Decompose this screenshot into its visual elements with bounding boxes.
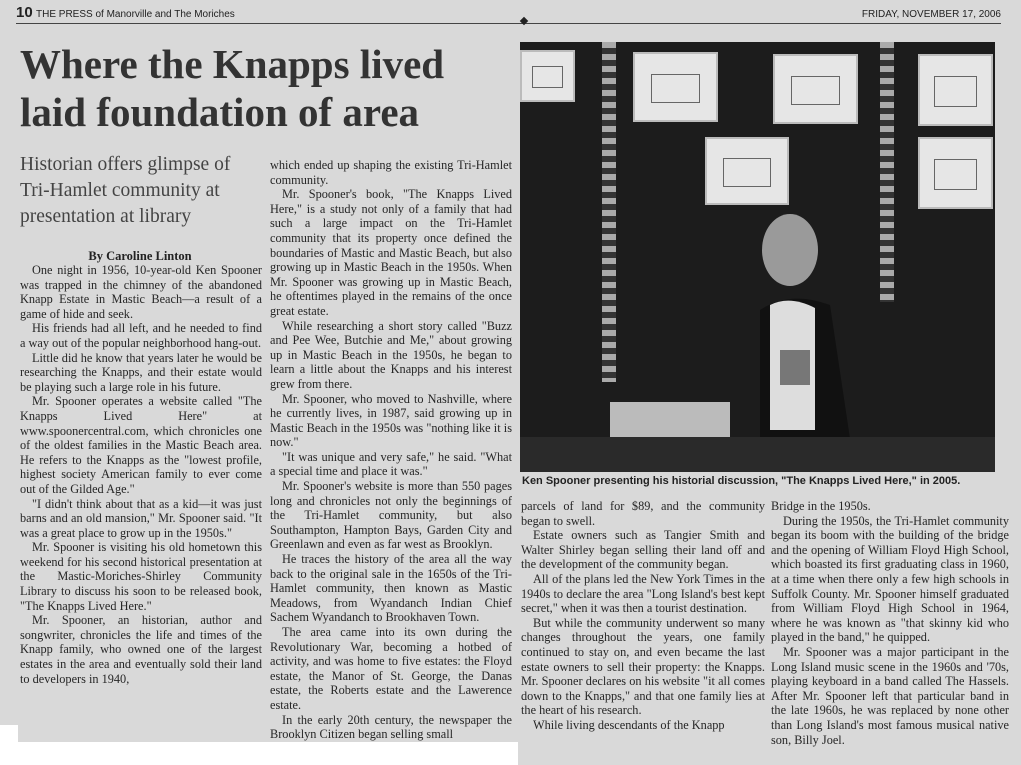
- paragraph: which ended up shaping the existing Tri-Hamlet community.: [270, 158, 512, 187]
- paragraph: Mr. Spooner operates a website called "The Knapps Lived Here" at www.spoonercentral.com, which chronicles one of the oldest families in the Mastic Beach area. He refers to the Knapps as the "lowest profile, highest society American family to ever come out of the Gilded Age.": [20, 394, 262, 496]
- paragraph: He traces the history of the area all the way back to the original sale in the 1650s of the Tri-Hamlet community, then known as Mastic Meadows, from Wyandanch Indian Chief Sachem Wyandanch to Brookhaven Town.: [270, 552, 512, 625]
- page-number: 10: [16, 4, 33, 21]
- framed-picture: [633, 52, 718, 122]
- curtain-tinsel: [880, 42, 894, 302]
- framed-picture: [773, 54, 858, 124]
- paragraph: "I didn't think about that as a kid—it was just barns and an old mansion," Mr. Spooner said. "It was a great place to grow up in the 1950s.": [20, 496, 262, 540]
- paragraph: "It was unique and very safe," he said. "What a special time and place it was.": [270, 449, 512, 479]
- paragraph: Bridge in the 1950s.: [771, 499, 871, 513]
- page-header: [16, 6, 1001, 24]
- issue-date: FRIDAY, NOVEMBER 17, 2006: [861, 9, 1001, 20]
- paragraph: While researching a short story called "Buzz and Pee Wee, Butchie and Me," about growing up in Mastic Beach in the 1950s, he began to learn a little about the Knapps and his interest grew from there.: [270, 318, 512, 391]
- paragraph: While living descendants of the Knapp: [533, 717, 725, 732]
- headline: Where the Knapps lived laid foundation of area: [20, 41, 445, 135]
- framed-picture: [520, 50, 575, 102]
- curtain-tinsel: [602, 42, 616, 382]
- article-column-3: [521, 499, 765, 733]
- paragraph: Mr. Spooner, who moved to Nashville, where he currently lives, in 1987, said growing up in Mastic Beach in the 1950s was "nothing like it is now.": [270, 391, 512, 450]
- paragraph: Estate owners such as Tangier Smith and Walter Shirley began selling their land off and the development of the community began.: [521, 528, 765, 572]
- paragraph: parcels of land for $89, and the community began to swell.: [521, 499, 765, 528]
- byline: By Caroline Linton: [88, 249, 192, 263]
- publication-name: THE PRESS of Manorville and The Moriches: [36, 9, 235, 20]
- paragraph: His friends had all left, and he needed to find a way out of the popular neighborhood hang-out.: [20, 321, 262, 350]
- blank-margin: [0, 725, 18, 765]
- blank-margin: [18, 742, 518, 765]
- paragraph: Mr. Spooner's website is more than 550 pages long and chronicles not only the beginnings of the Tri-Hamlet community, but also Southampton, Hampton Bays, Garden City and Greenlawn and even as far west as Brooklyn.: [270, 479, 512, 552]
- paragraph: All of the plans led the New York Times in the 1940s to declare the area "Long Island's best kept secret," when it was then a tourist destination.: [521, 571, 765, 616]
- diamond-ornament-icon: [520, 17, 528, 25]
- paragraph: Mr. Spooner is visiting his old hometown this weekend for his second historical presentation at the Mastic-Moriches-Shirley Community Library to discuss his soon to be released book, "The Knapps Lived Here.": [20, 540, 262, 613]
- article-column-4: [771, 499, 1009, 747]
- paragraph: Mr. Spooner was a major participant in the Long Island music scene in the 1960s and '70s, playing keyboard in a band called The Hassels. After Mr. Spooner left that particular band in the late 1960s, he was replaced by none other than Long Island's most famous musical native son, Billy Joel.: [771, 644, 1009, 747]
- subheadline: Historian offers glimpse of Tri-Hamlet community at presentation at library: [20, 154, 231, 227]
- speaker-figure: [760, 210, 870, 472]
- article-column-2: [270, 158, 512, 742]
- paragraph: One night in 1956, 10-year-old Ken Spooner was trapped in the chimney of the abandoned Knapp Estate in Mastic Beach—a result of a game of hide and seek.: [20, 263, 262, 321]
- paragraph: During the 1950s, the Tri-Hamlet community began its boom with the building of the bridge and the opening of William Floyd High School, which boasted its first graduating class in 1960, at a time when there only a few high schools in Suffolk County. Mr. Spooner himself graduated from William Floyd High School in 1964, where he was known as "that skinny kid who played in the band," he quipped.: [771, 513, 1009, 645]
- framed-picture: [705, 137, 789, 205]
- paragraph: The area came into its own during the Revolutionary War, becoming a hotbed of activity, and was home to five estates: the Floyd estate, the Manor of St. George, the Danas estate, the Roberts estate and the Lawerence estate.: [270, 625, 512, 712]
- framed-picture: [918, 54, 993, 126]
- paragraph: Little did he know that years later he would be researching the Knapps, and their estate would be playing such a large role in his future.: [20, 350, 262, 394]
- article-column-1: [20, 263, 262, 686]
- photo-caption: Ken Spooner presenting his historial discussion, "The Knapps Lived Here," in 2005.: [522, 475, 961, 487]
- framed-picture: [918, 137, 993, 209]
- article-photo: [520, 42, 995, 472]
- paragraph: But while the community underwent so many changes throughout the years, one family continued to stay on, and even became the last estate owners to sell their property: the Knapps. Mr. Spooner declares on his website "it all comes down to the Knapps," and that one family lies at the heart of his research.: [521, 615, 765, 718]
- paragraph: In the early 20th century, the newspaper the Brooklyn Citizen began selling small: [270, 712, 512, 742]
- table: [520, 437, 995, 472]
- paragraph: Mr. Spooner, an historian, author and songwriter, chronicles the life and times of the Knapp family, who owned one of the largest estates in the area and eventually sold their land to developers in 1940,: [20, 613, 262, 686]
- paragraph: Mr. Spooner's book, "The Knapps Lived Here," is a study not only of a family that had such a large impact on the Tri-Hamlet community that its property once defined the boundaries of Mastic and Mastic Beach, but also growing up in Mastic Beach in the 1950s. When Mr. Spooner was growing up in Mastic Beach, he oftentimes played in the remains of the once great estate.: [270, 187, 512, 318]
